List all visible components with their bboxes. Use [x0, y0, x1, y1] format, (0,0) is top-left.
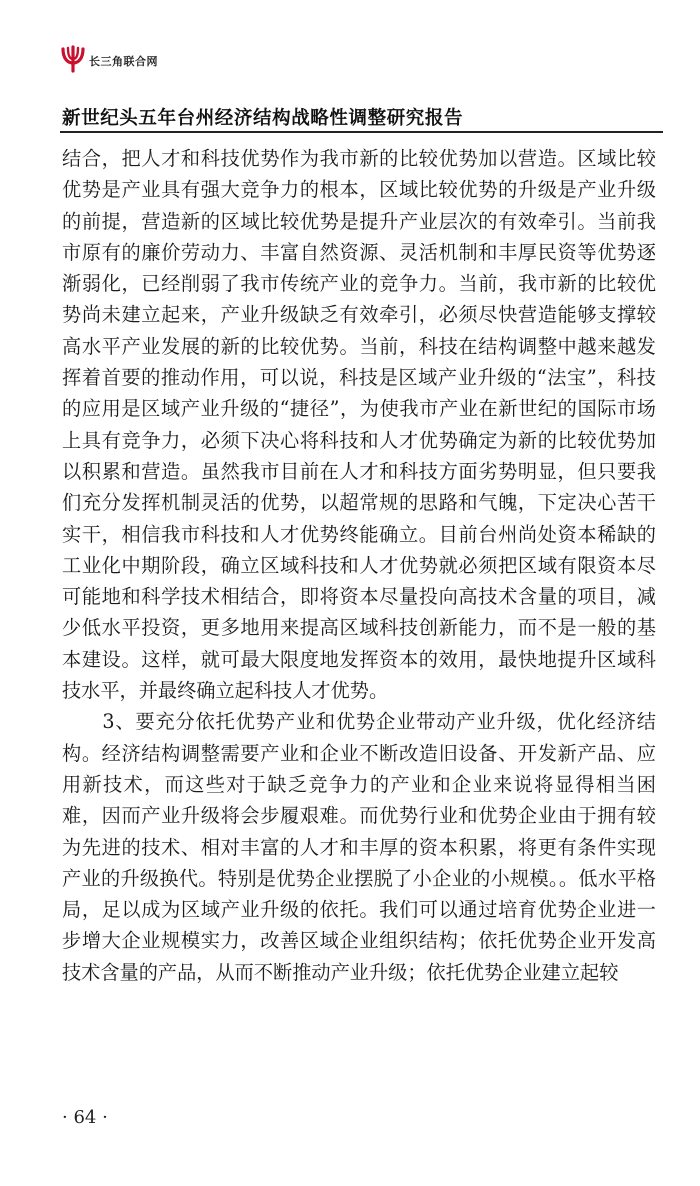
logo-text: 长三角联合网 — [89, 55, 158, 68]
logo-mark-icon — [60, 45, 86, 73]
running-title: 新世纪头五年台州经济结构战略性调整研究报告 — [62, 108, 464, 129]
header-divider — [60, 131, 663, 133]
page-number: · 64 · — [62, 1107, 108, 1128]
paragraph-2: 3、要充分依托优势产业和优势企业带动产业升级，优化经济结构。经济结构调整需要产业和企业不断改造旧设备、开发新产品、应用新技术，而这些对于缺乏竞争力的产业和企业来说将显得相当困难，因而产业升级将会步履艰难。而优势行业和优势企业由于拥有较为先进的技术、相对丰富的人才和丰厚的资本积累，将更有条件实现产业的升级换代。特别是优势企业摆脱了小企业的小规模。。低水平格局，足以成为区域产业升级的依托。我们可以通过培育优势企业进一步增大企业规模实力，改善区域企业组织结构；依托优势企业开发高技术含量的产品，从而不断推动产业升级；依托优势企业建立起较 — [62, 710, 656, 984]
site-logo — [60, 44, 158, 74]
paragraph-1: 结合，把人才和科技优势作为我市新的比较优势加以营造。区域比较优势是产业具有强大竞争力的根本，区域比较优势的升级是产业升级的前提，营造新的区域比较优势是提升产业层次的有效牵引。当前我市原有的廉价劳动力、丰富自然资源、灵活机制和丰厚民资等优势逐渐弱化，已经削弱了我市传统产业的竞争力。当前，我市新的比较优势尚未建立起来，产业升级缺乏有效牵引，必须尽快营造能够支撑较高水平产业发展的新的比较优势。当前，科技在结构调整中越来越发挥着首要的推动作用，可以说，科技是区域产业升级的“法宝”，科技的应用是区域产业升级的“捷径”，为使我市产业在新世纪的国际市场上具有竞争力，必须下决心将科技和人才优势确定为新的比较优势加以积累和营造。虽然我市目前在人才和科技方面劣势明显，但只要我们充分发挥机制灵活的优势，以超常规的思路和气魄，下定决心苦干实干，相信我市科技和人才优势终能确立。目前台州尚处资本稀缺的工业化中期阶段，确立区域科技和人才优势就必须把区域有限资本尽可能地和科学技术相结合，即将资本尽量投向高技术含量的项目，减少低水平投资，更多地用来提高区域科技创新能力，而不是一般的基本建设。这样，就可最大限度地发挥资本的效用，最快地提升区域科技水平，并最终确立起科技人才优势。 — [62, 147, 656, 703]
body-text — [62, 143, 656, 988]
